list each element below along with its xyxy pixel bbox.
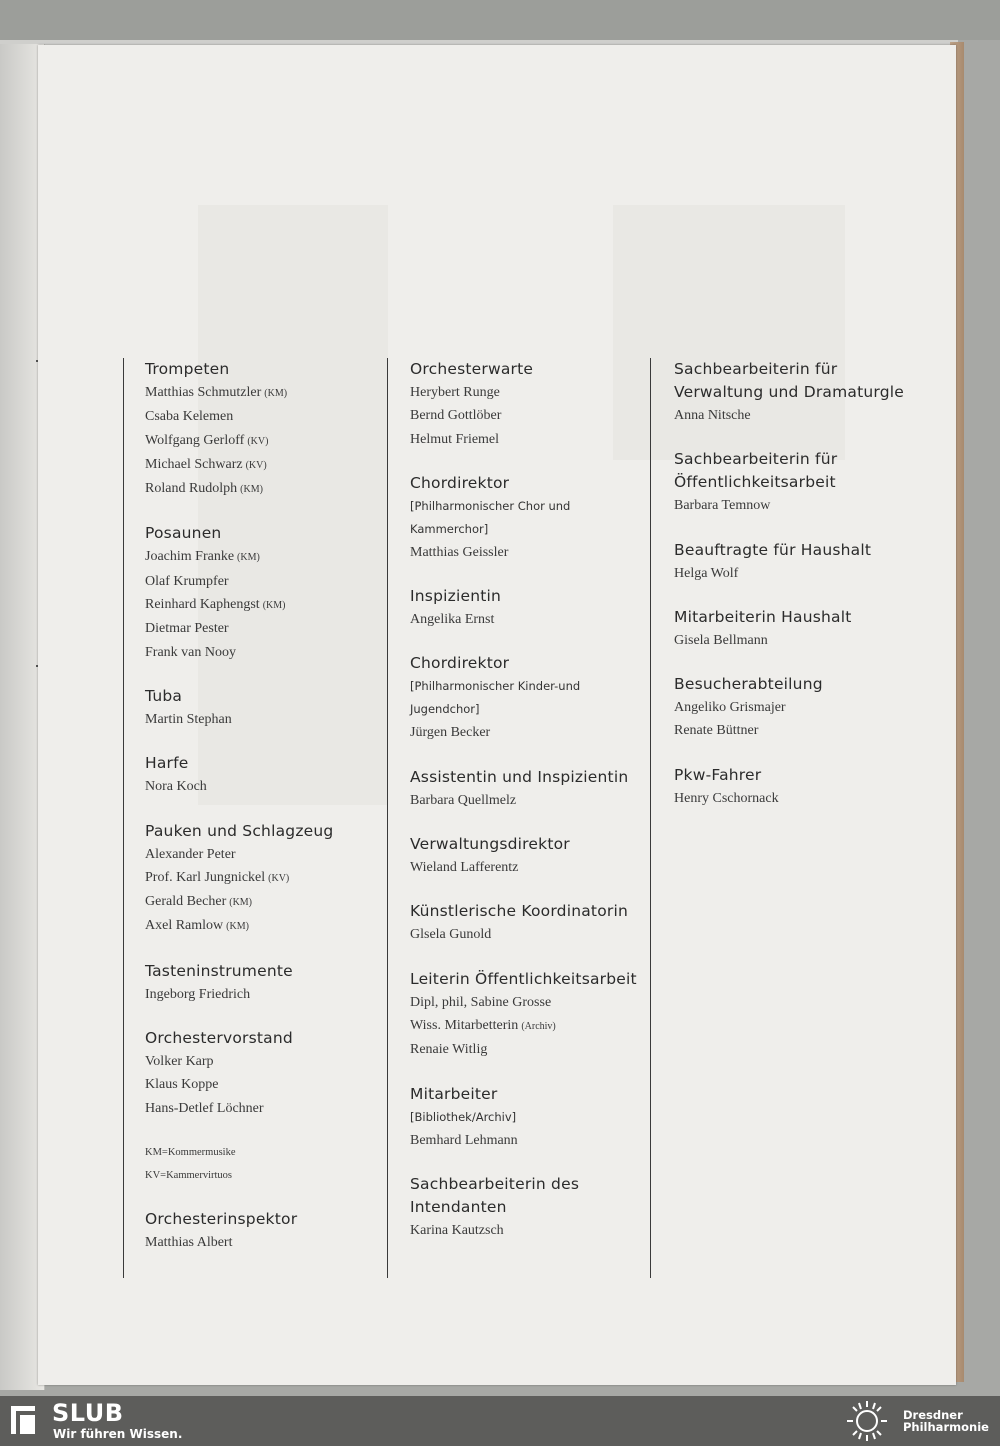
person-name: Bernd Gottlöber xyxy=(410,408,502,424)
person-name: Herybert Runge xyxy=(410,385,500,400)
person-name: Wiss. Mitarbetterin xyxy=(410,1017,519,1033)
section-heading: Orchestervorstand xyxy=(145,1029,293,1048)
staff-name xyxy=(410,428,650,451)
staff-group xyxy=(410,1173,650,1242)
staff-column-3 xyxy=(650,358,914,1278)
person-name: Wieland Lafferentz xyxy=(410,860,519,876)
section-subheading: [Philharmonischer Kinder-und xyxy=(410,679,581,694)
section-heading: Assistentin und Inspizientin xyxy=(410,767,629,786)
section-heading: Inspizientin xyxy=(410,587,502,606)
staff-group xyxy=(674,448,914,517)
staff-name xyxy=(145,890,375,914)
staff-name xyxy=(145,983,375,1006)
staff-group xyxy=(674,358,914,427)
library-name[interactable]: SLUB xyxy=(52,1399,124,1427)
person-name: Helga Wolf xyxy=(674,565,739,581)
section-heading: Sachbearbeiterin für Öffentlichkeitsarbeit xyxy=(674,450,838,492)
staff-group xyxy=(410,1083,650,1152)
staff-group xyxy=(145,820,375,939)
person-name: Axel Ramlow xyxy=(145,918,224,934)
section-heading: Pkw-Fahrer xyxy=(674,765,762,784)
staff-name xyxy=(674,696,914,719)
section-subheading: [Philharmonischer Chor und xyxy=(410,498,571,513)
person-name: Nora Koch xyxy=(145,779,207,795)
staff-name xyxy=(410,1038,650,1061)
title-abbreviation: (KM) xyxy=(264,388,288,399)
person-name: Barbara Quellmelz xyxy=(410,792,517,808)
staff-group xyxy=(145,685,375,731)
staff-name xyxy=(145,453,375,477)
person-name: Michael Schwarz xyxy=(145,456,243,472)
person-name: Dietmar Pester xyxy=(145,621,229,637)
person-name: Klaus Koppe xyxy=(145,1077,219,1093)
staff-group xyxy=(410,585,650,631)
staff-name xyxy=(674,787,914,810)
staff-group xyxy=(410,472,650,564)
person-name: Anna Nitsche xyxy=(674,408,751,423)
section-heading: Chordirektor xyxy=(410,473,510,492)
partner-name[interactable] xyxy=(903,1409,989,1433)
section-heading: Orchesterinspektor xyxy=(145,1209,298,1228)
section-heading: Harfe xyxy=(145,754,189,773)
library-tagline: Wir führen Wissen. xyxy=(53,1427,183,1441)
title-abbreviation: (KM) xyxy=(226,921,249,933)
title-abbreviation: (KV) xyxy=(247,435,269,447)
staff-name xyxy=(145,775,375,798)
section-subheading: Jugendchor] xyxy=(410,702,480,717)
person-name: Wolfgang Gerloff xyxy=(145,432,245,448)
person-name: Reinhard Kaphengst xyxy=(145,597,260,613)
staff-column-1 xyxy=(123,358,375,1278)
person-name: Renaie Witlig xyxy=(410,1042,488,1058)
section-heading: Verwaltungsdirektor xyxy=(410,835,570,854)
staff-name xyxy=(145,405,375,428)
staff-group xyxy=(145,960,375,1006)
abbreviation-legend xyxy=(145,1141,375,1187)
staff-group xyxy=(674,539,914,585)
staff-name xyxy=(410,856,650,879)
title-abbreviation: (KV) xyxy=(268,872,290,884)
slub-logo-icon xyxy=(11,1406,41,1436)
person-name: Alexander Peter xyxy=(145,846,236,862)
person-name: Matthias Albert xyxy=(145,1234,233,1250)
staff-name xyxy=(145,1050,375,1073)
section-heading: Trompeten xyxy=(145,360,230,378)
person-name: Prof. Karl Jungnickel xyxy=(145,869,266,885)
person-name: Glsela Gunold xyxy=(410,927,492,943)
staff-name xyxy=(145,381,375,405)
staff-name xyxy=(145,1073,375,1096)
staff-group xyxy=(145,358,375,501)
staff-group xyxy=(410,766,650,812)
section-heading: Tuba xyxy=(145,686,183,705)
scan-background xyxy=(0,40,1000,1396)
section-heading: Sachbearbeiterin des Intendanten xyxy=(410,1174,580,1216)
staff-name xyxy=(410,789,650,812)
title-abbreviation: (KM) xyxy=(229,897,253,909)
section-heading: Mitarbeiterin Haushalt xyxy=(674,607,852,626)
partner-name-line1: Dresdner xyxy=(903,1408,963,1422)
staff-name xyxy=(410,721,650,744)
viewer-footer xyxy=(0,1396,1000,1446)
staff-name xyxy=(145,429,375,453)
section-heading: Beauftragte für Haushalt xyxy=(674,540,872,559)
person-name: Karina Kautzsch xyxy=(410,1222,504,1238)
section-subheading: [Bibliothek/Archiv] xyxy=(410,1109,517,1124)
person-name: Csaba Kelemen xyxy=(145,409,234,425)
section-heading: Besucherabteilung xyxy=(674,675,823,694)
staff-name xyxy=(410,608,650,631)
person-name: Matthias Geissler xyxy=(410,544,509,560)
staff-group xyxy=(410,652,650,744)
staff-name xyxy=(674,629,914,652)
staff-group xyxy=(145,522,375,663)
staff-group xyxy=(410,968,650,1062)
person-name: Hans-Detlef Löchner xyxy=(145,1100,264,1116)
person-name: Renate Büttner xyxy=(674,723,759,739)
legend-entry: KV=Kammervirtuos xyxy=(145,1169,232,1181)
staff-name xyxy=(145,617,375,640)
staff-group xyxy=(674,606,914,652)
staff-name xyxy=(410,1219,650,1242)
staff-name xyxy=(145,545,375,569)
staff-name xyxy=(145,866,375,890)
title-abbreviation: (KM) xyxy=(237,552,260,564)
staff-group xyxy=(145,752,375,798)
partner-name-line2: Philharmonie xyxy=(903,1420,989,1434)
person-name: Jürgen Becker xyxy=(410,725,491,741)
person-name: Matthias Schmutzler xyxy=(145,385,262,400)
staff-name xyxy=(674,404,914,427)
person-name: Joachim Franke xyxy=(145,549,235,565)
staff-name xyxy=(145,1097,375,1120)
person-name: Dipl, phil, Sabine Grosse xyxy=(410,994,552,1010)
section-heading: Orchesterwarte xyxy=(410,360,534,378)
title-abbreviation: (KV) xyxy=(245,459,267,471)
person-name: Bemhard Lehmann xyxy=(410,1132,518,1148)
person-name: Olaf Krumpfer xyxy=(145,573,229,589)
staff-group xyxy=(410,833,650,879)
document-page xyxy=(38,45,956,1385)
staff-name xyxy=(145,570,375,593)
person-name: Martin Stephan xyxy=(145,711,232,727)
person-name: Volker Karp xyxy=(145,1054,214,1070)
section-heading: Leiterin Öffentlichkeitsarbeit xyxy=(410,969,637,988)
staff-group xyxy=(674,764,914,810)
person-name: Ingeborg Friedrich xyxy=(145,986,251,1002)
staff-name xyxy=(674,494,914,517)
staff-group xyxy=(145,1208,375,1254)
staff-column-2 xyxy=(387,358,650,1278)
person-name: Gisela Bellmann xyxy=(674,632,768,648)
staff-group xyxy=(674,673,914,743)
title-abbreviation: (Archiv) xyxy=(521,1020,556,1032)
title-abbreviation: (KM) xyxy=(240,484,263,496)
title-abbreviation: (KM) xyxy=(262,600,286,612)
staff-name xyxy=(410,404,650,427)
person-name: Angeliko Grismajer xyxy=(674,700,786,716)
staff-name xyxy=(145,477,375,501)
staff-name xyxy=(145,708,375,731)
staff-name xyxy=(674,562,914,585)
staff-name xyxy=(145,1231,375,1254)
staff-name xyxy=(410,541,650,564)
person-name: Henry Cschornack xyxy=(674,790,779,806)
section-heading: Sachbearbeiterin für Verwaltung und Dramaturgle xyxy=(674,360,904,401)
staff-group xyxy=(410,358,650,451)
person-name: Gerald Becher xyxy=(145,894,227,910)
staff-name xyxy=(145,593,375,617)
staff-group xyxy=(145,1027,375,1120)
section-heading: Künstlerische Koordinatorin xyxy=(410,902,628,921)
section-heading: Mitarbeiter xyxy=(410,1084,498,1103)
section-heading: Pauken und Schlagzeug xyxy=(145,821,334,840)
staff-name xyxy=(674,719,914,742)
person-name: Barbara Temnow xyxy=(674,498,771,514)
person-name: Roland Rudolph xyxy=(145,481,238,497)
legend-entry: KM=Kommermusike xyxy=(145,1146,236,1158)
staff-name xyxy=(410,1129,650,1152)
staff-name xyxy=(145,843,375,866)
staff-name xyxy=(145,914,375,938)
person-name: Angelika Ernst xyxy=(410,612,495,628)
section-subheading: Kammerchor] xyxy=(410,521,489,536)
section-heading: Chordirektor xyxy=(410,654,510,673)
staff-name xyxy=(410,991,650,1014)
person-name: Helmut Friemel xyxy=(410,431,500,447)
staff-group xyxy=(410,900,650,946)
person-name: Frank van Nooy xyxy=(145,644,236,660)
staff-name xyxy=(145,641,375,664)
section-heading: Posaunen xyxy=(145,524,222,543)
staff-name xyxy=(410,923,650,946)
staff-name xyxy=(410,1014,650,1038)
staff-name xyxy=(410,381,650,404)
section-heading: Tasteninstrumente xyxy=(145,961,293,980)
philharmonie-logo-icon xyxy=(841,1398,893,1444)
